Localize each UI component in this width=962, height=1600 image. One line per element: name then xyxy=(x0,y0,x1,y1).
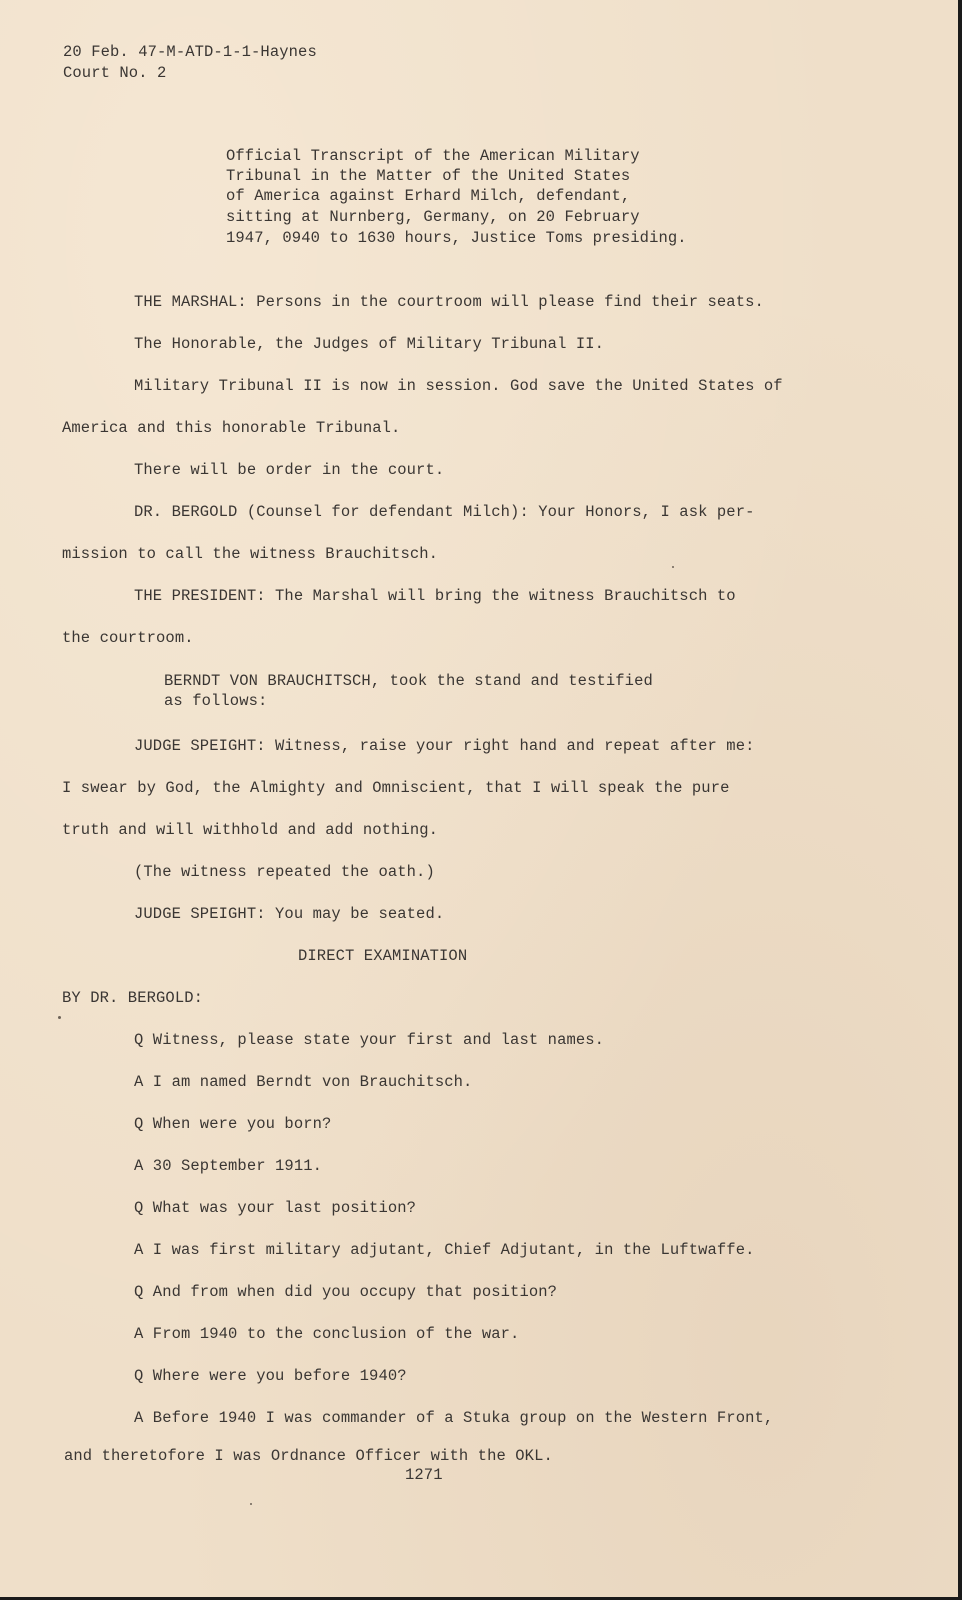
question-line: Q Witness, please state your first and last names. xyxy=(134,1031,605,1049)
answer-line: A Before 1940 I was commander of a Stuka group on the Western Front, xyxy=(134,1409,774,1427)
transcript-line: mission to call the witness Brauchitsch. xyxy=(62,545,439,563)
transcript-line: I swear by God, the Almighty and Omniscient, that I will speak the pure xyxy=(62,779,730,797)
transcript-line: There will be order in the court. xyxy=(134,461,445,479)
transcript-line: Military Tribunal II is now in session. God save the United States of xyxy=(134,377,783,395)
transcript-line: The Honorable, the Judges of Military Tribunal II. xyxy=(134,335,605,353)
question-line: Q And from when did you occupy that position? xyxy=(134,1283,558,1301)
title-line: sitting at Nurnberg, Germany, on 20 February xyxy=(226,208,640,226)
transcript-line: the courtroom. xyxy=(62,629,194,647)
answer-line: A 30 September 1911. xyxy=(134,1157,323,1175)
answer-continuation: and theretofore I was Ordnance Officer with the OKL. xyxy=(64,1447,553,1465)
paper-speck xyxy=(672,566,674,568)
title-line: of America against Erhard Milch, defendant, xyxy=(226,187,631,205)
transcript-line: THE MARSHAL: Persons in the courtroom will please find their seats. xyxy=(134,293,764,311)
page-number: 1271 xyxy=(405,1466,443,1484)
question-line: Q What was your last position? xyxy=(134,1199,417,1217)
question-line: Q Where were you before 1940? xyxy=(134,1367,407,1385)
answer-line: A From 1940 to the conclusion of the war. xyxy=(134,1325,520,1343)
header-reference: 20 Feb. 47-M-ATD-1-1-Haynes xyxy=(63,43,317,61)
header-court: Court No. 2 xyxy=(63,64,167,82)
transcript-line: (The witness repeated the oath.) xyxy=(134,863,435,881)
examiner-label: BY DR. BERGOLD: xyxy=(62,989,204,1007)
paper-speck xyxy=(250,1503,252,1505)
transcript-line: JUDGE SPEIGHT: Witness, raise your right hand and repeat after me: xyxy=(134,737,755,755)
paper-speck xyxy=(58,1016,61,1019)
stand-note: as follows: xyxy=(164,692,268,710)
title-line: 1947, 0940 to 1630 hours, Justice Toms presiding. xyxy=(226,229,687,247)
section-heading: DIRECT EXAMINATION xyxy=(298,947,468,965)
answer-line: A I am named Berndt von Brauchitsch. xyxy=(134,1073,473,1091)
title-line: Tribunal in the Matter of the United States xyxy=(226,167,631,185)
stand-note: BERNDT VON BRAUCHITSCH, took the stand and testified xyxy=(164,672,653,690)
transcript-line: JUDGE SPEIGHT: You may be seated. xyxy=(134,905,445,923)
transcript-line: DR. BERGOLD (Counsel for defendant Milch): Your Honors, I ask per- xyxy=(134,503,755,521)
transcript-line: truth and will withhold and add nothing. xyxy=(62,821,439,839)
transcript-line: THE PRESIDENT: The Marshal will bring the witness Brauchitsch to xyxy=(134,587,736,605)
transcript-line: America and this honorable Tribunal. xyxy=(62,419,401,437)
answer-line: A I was first military adjutant, Chief Adjutant, in the Luftwaffe. xyxy=(134,1241,755,1259)
question-line: Q When were you born? xyxy=(134,1115,332,1133)
title-line: Official Transcript of the American Military xyxy=(226,147,640,165)
